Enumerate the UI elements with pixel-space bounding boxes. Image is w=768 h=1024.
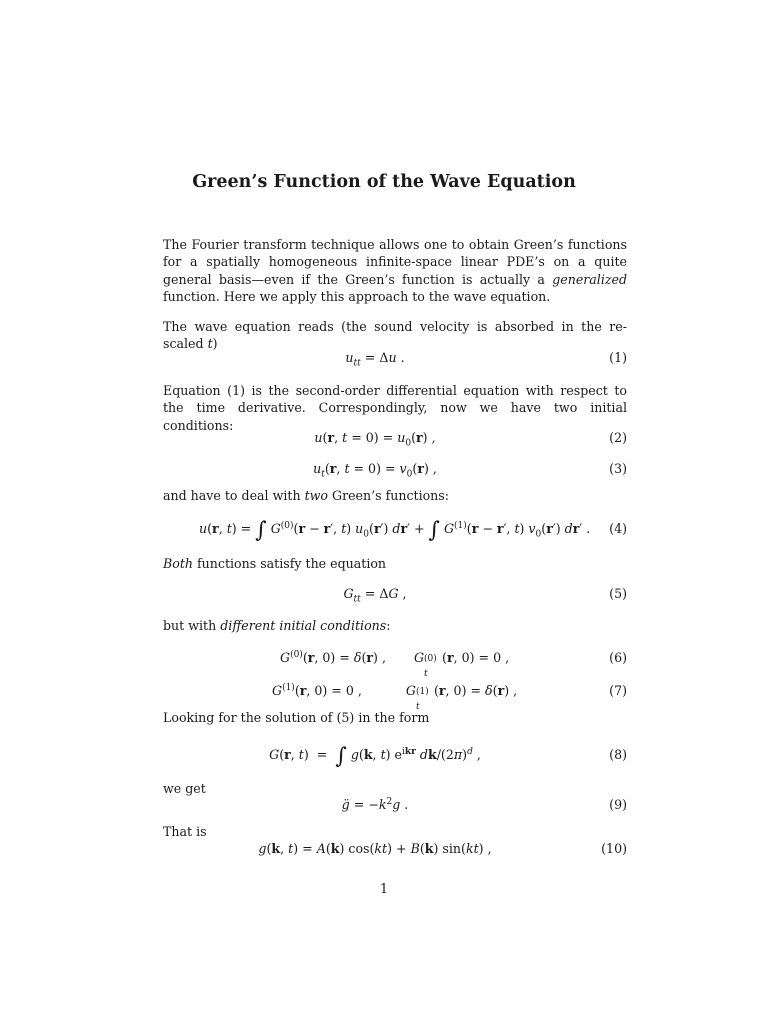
equation-8: G(r, t) = ∫ g(k, t) $e^{ikr}$ $dk/(2\pi)^d$ , (8) (269, 744, 627, 769)
wave-intro-text: The wave equation reads (the sound velocity is absorbed in the re-scaled (163, 319, 627, 352)
wave-intro-var: t (207, 336, 213, 352)
two-greens-emphasis: two (304, 488, 328, 503)
equation-5: $G_{tt} = \Delta G$ , (5) (163, 583, 627, 605)
both-functions-paragraph (163, 555, 627, 572)
diff-text: but with (163, 618, 221, 633)
equation-number: (5) (609, 586, 627, 601)
both-text: functions satisfy the equation (193, 556, 387, 571)
both-emphasis: Both (163, 556, 194, 571)
equation-number: (10) (601, 841, 627, 856)
equation-number: (3) (609, 461, 627, 476)
equation-number: (8) (609, 747, 627, 762)
two-greens-text: and have to deal with (163, 488, 305, 503)
equation-number: (1) (609, 350, 627, 365)
two-greens-paragraph (163, 487, 627, 504)
intro-text-end: function. Here we apply this approach to the wave equation. (163, 288, 551, 304)
equation-2: u(r, $t = 0) = u_0(r)$ , (2) (163, 427, 627, 449)
equation-6: $G^{(0)}(r$, 0) = δ(r) , G (0) t (r, 0) = 0 , (6) (163, 647, 627, 669)
diff-text-end: : (386, 618, 391, 633)
intro-text: The Fourier transform technique allows one to obtain Green’s functions for a spatially homogeneous infinite-space linear PDE’s on a quite general basis—even if the Green’s function is actually a (163, 237, 627, 287)
equation-3: $u_t(r$, $t = 0) = v_0(r)$ , (3) (163, 458, 627, 480)
equation-number: (4) (609, 521, 627, 536)
different-conditions-paragraph (163, 617, 627, 634)
intro-paragraph (163, 236, 627, 305)
equation-7: $G^{(1)}(r$, 0) = 0 , G (1) t (r, 0) = δ(r) , (7) (163, 680, 627, 702)
two-greens-text-end: Green’s functions: (328, 488, 449, 503)
wave-intro-end: ) (212, 336, 218, 352)
that-is-paragraph: That is (163, 824, 207, 839)
we-get-paragraph: we get (163, 781, 206, 796)
equation-4: u(r, t) = ∫ $G^{(0)}(r - r'$, t) $u_0(r') dr'$ + ∫ $G^{(1)}(r - r'$, t) $v_0(r')$ dr′ . (4) (199, 518, 627, 543)
paper-title: Green’s Function of the Wave Equation (192, 172, 576, 192)
equation-number: (2) (609, 430, 627, 445)
diff-emphasis: different initial conditions (220, 618, 387, 633)
equation-number: (9) (609, 797, 627, 812)
equation-1: $u_{tt} = \Delta u$ . (1) (163, 347, 627, 369)
equation-10: g(k, t) = A(k) cos(kt) + B(k) sin(kt) , (10) (163, 838, 627, 860)
equation-9: g̈ = $-k^2g$ . (9) (163, 794, 627, 816)
equation-number: (6) (609, 650, 627, 665)
page-number: 1 (379, 881, 388, 896)
looking-paragraph: Looking for the solution of (5) in the form (163, 710, 430, 725)
second-order-paragraph: Equation (1) is the second-order differential equation with respect to the time derivative. Correspondingly, now we have two initial conditions: (163, 383, 627, 433)
equation-number: (7) (609, 683, 627, 698)
intro-emphasis: generalized (552, 271, 627, 287)
